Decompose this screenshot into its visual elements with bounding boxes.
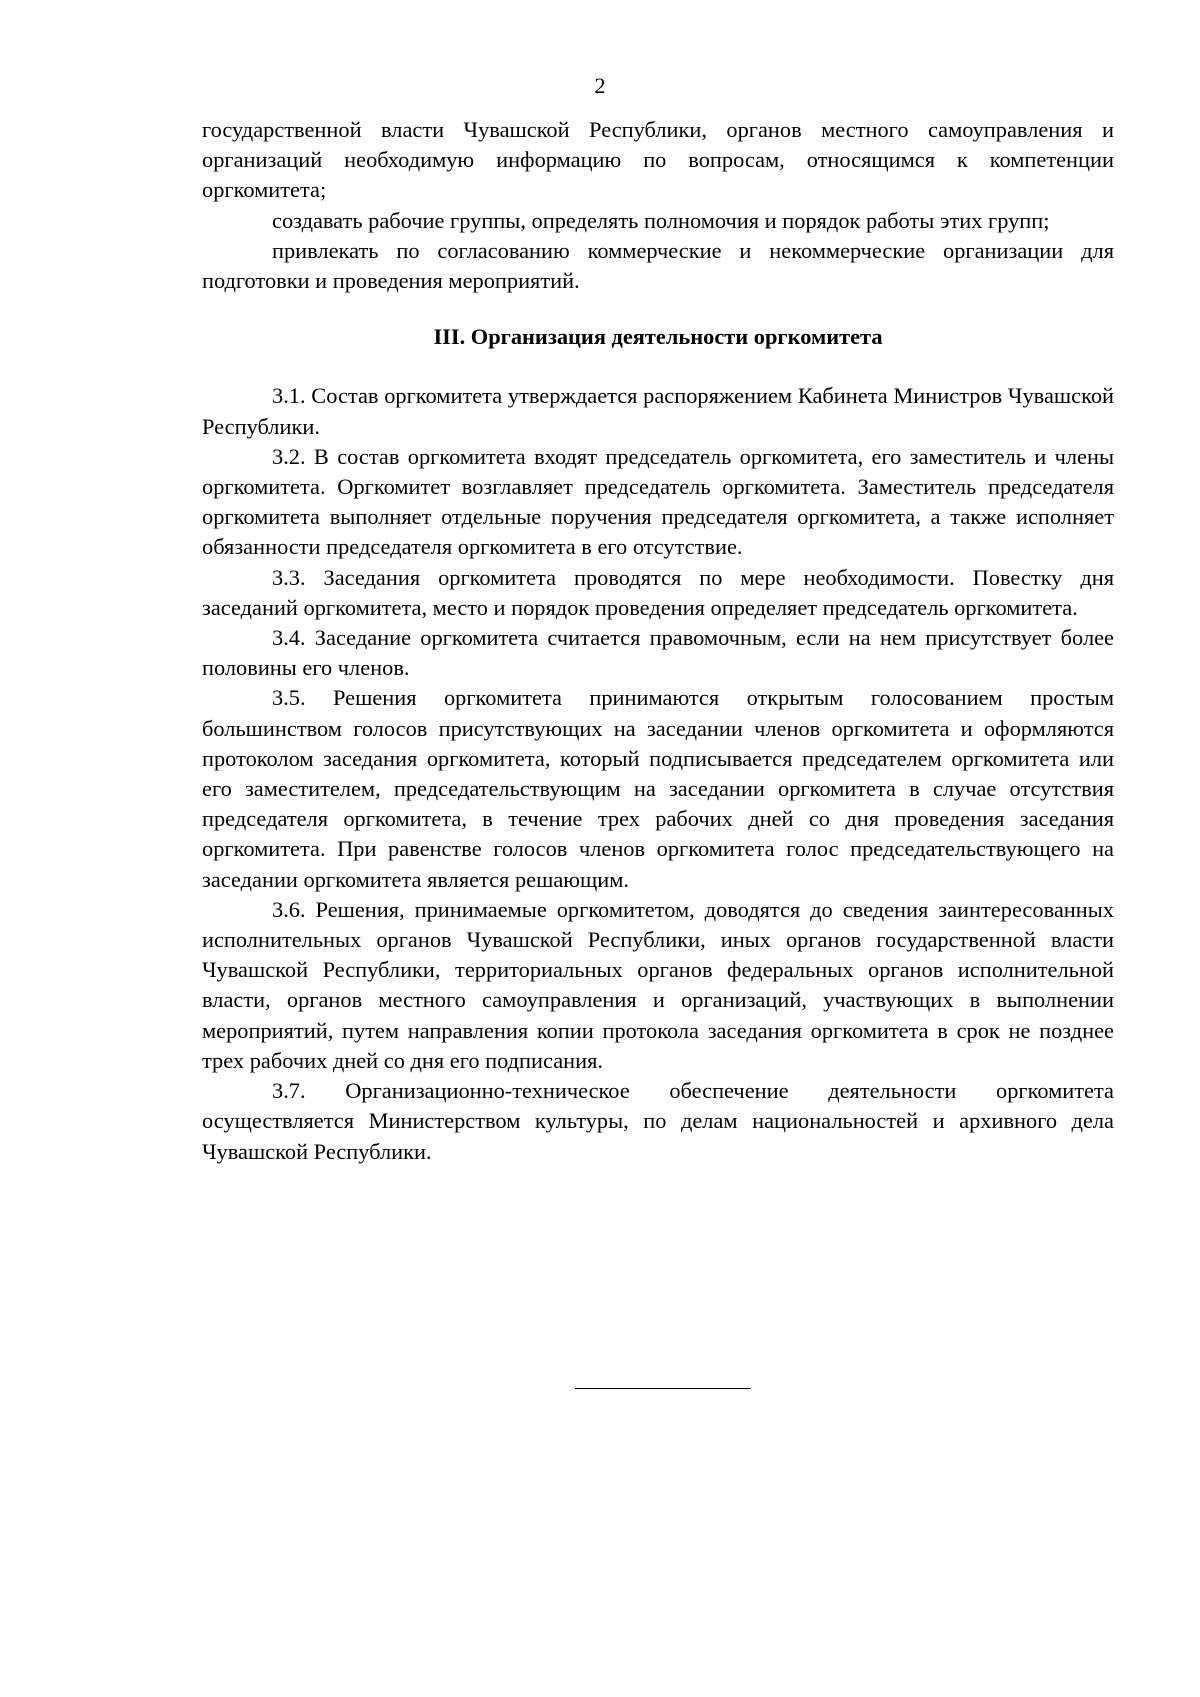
paragraph-continued: государственной власти Чувашской Республики, органов местного самоуправления и организаций необходимую информацию по вопросам, относящимся к компетенции оргкомитета; <box>202 117 1114 203</box>
clause-3-3: 3.3. Заседания оргкомитета проводятся по мере необходимости. Повестку дня заседаний оргкомитета, место и порядок проведения определяет председатель оргкомитета. <box>202 564 1114 620</box>
paragraph-organizations: привлекать по согласованию коммерческие и некоммерческие организации для подготовки и проведения мероприятий. <box>202 237 1114 294</box>
clause-3-1: 3.1. Состав оргкомитета утверждается распоряжением Кабинета Министров Чувашской Республики. <box>202 383 1114 439</box>
clause-3-6: 3.6. Решения, принимаемые оргкомитетом, доводятся до сведения заинтересованных исполнительных органов Чувашской Республики, иных органов государственной власти Чувашской Республики, территориальных органов федеральных органов исполнительной власти, органов местного самоуправления и организаций, участвующих в выполнении мероприятий, путем направления копии протокола заседания оргкомитета в срок не позднее трех рабочих дней со дня его подписания. <box>202 896 1114 1073</box>
clause-3-4: 3.4. Заседание оргкомитета считается правомочным, если на нем присутствует более половины его членов. <box>202 625 1114 681</box>
clause-3-7: 3.7. Организационно-техническое обеспечение деятельности оргкомитета осуществляется Министерством культуры, по делам национальностей и архивного дела Чувашской Республики. <box>202 1078 1114 1164</box>
paragraph-working-groups: создавать рабочие группы, определять полномочия и порядок работы этих групп; <box>272 207 1050 233</box>
end-separator-line <box>575 1388 751 1389</box>
section-heading: III. Организация деятельности оргкомитета <box>433 324 883 350</box>
clause-3-2: 3.2. В состав оргкомитета входят председатель оргкомитета, его заместитель и члены оргкомитета. Оргкомитет возглавляет председатель оргкомитета. Заместитель председателя оргкомитета выполняет отдельные поручения председателя оргкомитета, а также исполняет обязанности председателя оргкомитета в его отсутствие. <box>202 443 1114 560</box>
clause-3-5: 3.5. Решения оргкомитета принимаются открытым голосованием простым большинством голосов присутствующих на заседании членов оргкомитета и оформляются протоколом заседания оргкомитета, который подписывается председателем оргкомитета или его заместителем, председательствующим на заседании оргкомитета в случае отсутствия председателя оргкомитета, в течение трех рабочих дней со дня проведения заседания оргкомитета. При равенстве голосов членов оргкомитета голос председательствующего на заседании оргкомитета является решающим. <box>202 685 1114 892</box>
document-body <box>202 115 1114 1167</box>
page-number: 2 <box>594 73 606 98</box>
